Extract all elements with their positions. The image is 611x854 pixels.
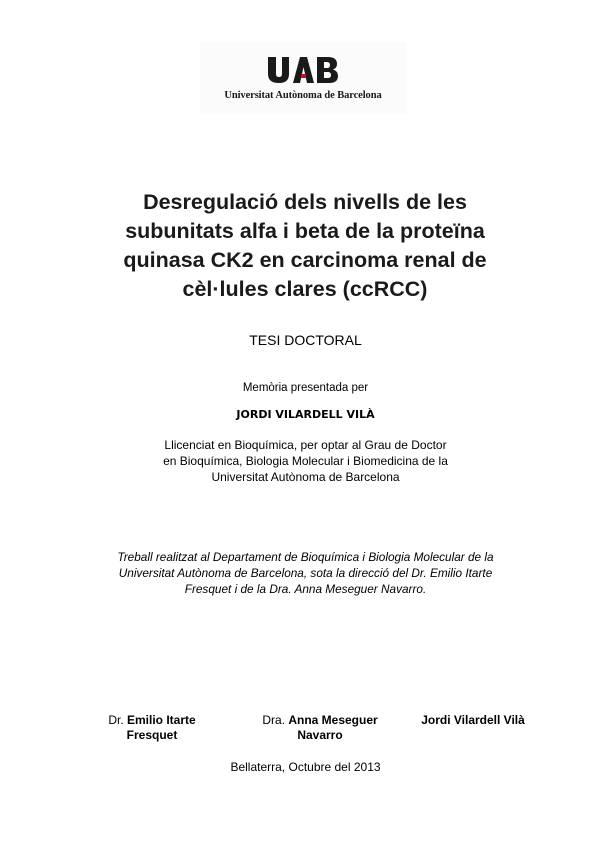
signature-prefix: Dr. <box>108 713 127 727</box>
signature-line-1 <box>253 713 387 728</box>
signature-line-2 <box>253 728 387 743</box>
presented-by: Memòria presentada per <box>242 382 369 394</box>
logo-letter-u <box>268 57 289 83</box>
thesis-title <box>60 188 550 304</box>
signature-surname: Fresquet <box>126 728 178 742</box>
signature-author <box>410 713 536 728</box>
signature-name: Anna Meseguer <box>288 713 378 727</box>
uab-logo <box>200 42 406 114</box>
uab-logo-mark <box>267 57 339 83</box>
signature-line-1 <box>98 713 206 728</box>
degree-line: Universitat Autònoma de Barcelona <box>211 470 400 484</box>
signature-name: Emilio Itarte <box>126 713 196 727</box>
place-date: Bellaterra, Octubre del 2013 <box>230 760 381 774</box>
work-line: Treball realitzat al Departament de Bioquímica i Biologia Molecular de la <box>117 550 494 564</box>
signature-prefix: Dra. <box>262 713 289 727</box>
title-line: quinasa CK2 en carcinoma renal de <box>123 248 487 272</box>
logo-letter-a <box>293 57 314 83</box>
signature-surname: Navarro <box>297 728 343 742</box>
signature-name: Jordi Vilardell Vilà <box>421 713 525 727</box>
degree-line: en Bioquímica, Biologia Molecular i Biomedicina de la <box>163 454 448 468</box>
signature-director-1 <box>98 713 206 743</box>
logo-letter-b <box>317 57 338 83</box>
work-line: Universitat Autònoma de Barcelona, sota la direcció del Dr. Emilio Itarte <box>118 566 493 580</box>
logo-caption: Universitat Autònoma de Barcelona <box>224 90 382 101</box>
degree-statement <box>0 437 611 485</box>
thesis-type: TESI DOCTORAL <box>249 332 362 348</box>
title-line: subunitats alfa i beta de la proteïna <box>125 219 485 243</box>
work-statement <box>0 549 611 597</box>
degree-line: Llicenciat en Bioquímica, per optar al Grau de Doctor <box>164 438 447 452</box>
signature-line-2 <box>98 728 206 743</box>
signature-line-1 <box>410 713 536 728</box>
work-line: Fresquet i de la Dra. Anna Meseguer Navarro. <box>184 582 427 596</box>
logo-accent-bar <box>301 74 306 78</box>
title-line: cèl·lules clares (ccRCC) <box>182 277 428 301</box>
signature-director-2 <box>253 713 387 743</box>
author-name: JORDI VILARDELL VILÀ <box>236 408 375 421</box>
title-line: Desregulació dels nivells de les <box>143 190 467 214</box>
